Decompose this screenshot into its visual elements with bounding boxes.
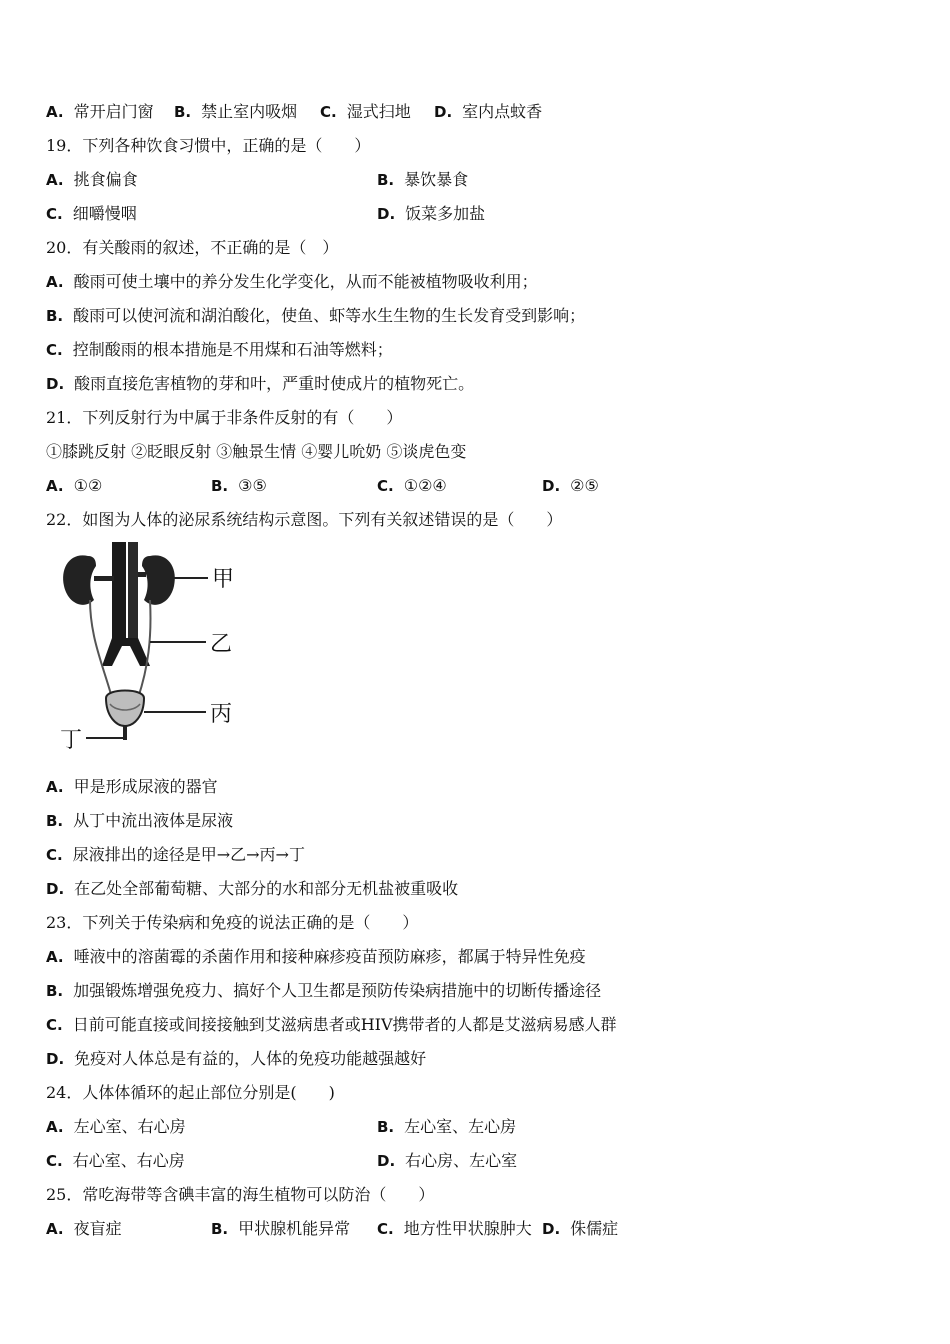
q20-stem: 20．有关酸雨的叙述，不正确的是（ ） <box>46 238 339 257</box>
q20-option-c: C. 控制酸雨的根本措施是不用煤和石油等燃料； <box>46 340 393 359</box>
q22-option-c: C. 尿液排出的途径是甲→乙→丙→丁 <box>46 845 305 864</box>
q25-option-b: B. 甲状腺机能异常 <box>211 1219 351 1238</box>
q19-option-c: C. 细嚼慢咽 <box>46 204 137 223</box>
q24-option-c: C. 右心室、右心房 <box>46 1151 185 1170</box>
q18-option-a: A. 常开启门窗 <box>46 102 154 121</box>
q23-option-a: A. 唾液中的溶菌霉的杀菌作用和接种麻疹疫苗预防麻疹，都属于特异性免疫 <box>46 947 586 966</box>
q23-option-c: C. 日前可能直接或间接接触到艾滋病患者或HIV携带者的人都是艾滋病易感人群 <box>46 1015 617 1034</box>
q24-option-d: D. 右心房、左心室 <box>377 1151 518 1170</box>
q23-stem: 23．下列关于传染病和免疫的说法正确的是（ ） <box>46 913 419 932</box>
q18-option-c: C. 湿式扫地 <box>320 102 411 121</box>
q19-stem: 19．下列各种饮食习惯中，正确的是（ ） <box>46 136 371 155</box>
q21-stem: 21．下列反射行为中属于非条件反射的有（ ） <box>46 408 403 427</box>
q20-option-d: D. 酸雨直接危害植物的芽和叶，严重时使成片的植物死亡。 <box>46 374 475 393</box>
aorta <box>128 542 138 642</box>
q19-option-b: B. 暴饮暴食 <box>377 170 469 189</box>
urinary-system-diagram <box>50 538 250 753</box>
q18-option-b: B. 禁止室内吸烟 <box>174 102 298 121</box>
q21-option-a: A. ①② <box>46 476 103 495</box>
label-jia: 甲 <box>212 567 235 592</box>
q25-option-d: D. 侏儒症 <box>542 1219 619 1238</box>
q21-option-b: B. ③⑤ <box>211 476 267 495</box>
q24-stem: 24．人体体循环的起止部位分别是( ) <box>46 1083 335 1102</box>
q22-option-a: A. 甲是形成尿液的器官 <box>46 777 218 796</box>
right-kidney <box>142 555 175 604</box>
bladder <box>106 691 144 727</box>
left-kidney <box>63 555 96 604</box>
q24-option-a: A. 左心室、右心房 <box>46 1117 186 1136</box>
q19-option-d: D. 饭菜多加盐 <box>377 204 486 223</box>
q18-option-d: D. 室内点蚊香 <box>434 102 543 121</box>
q22-stem: 22．如图为人体的泌尿系统结构示意图。下列有关叙述错误的是（ ） <box>46 510 563 529</box>
q25-stem: 25．常吃海带等含碘丰富的海生植物可以防治（ ） <box>46 1185 435 1204</box>
q22-option-d: D. 在乙处全部葡萄糖、大部分的水和部分无机盐被重吸收 <box>46 879 459 898</box>
q22-option-b: B. 从丁中流出液体是尿液 <box>46 811 234 830</box>
q25-option-a: A. 夜盲症 <box>46 1219 122 1238</box>
vena-cava <box>112 542 126 642</box>
q21-option-d: D. ②⑤ <box>542 476 599 495</box>
urinary-system-figure <box>50 538 250 753</box>
q23-option-d: D. 免疫对人体总是有益的，人体的免疫功能越强越好 <box>46 1049 427 1068</box>
q20-option-b: B. 酸雨可以使河流和湖泊酸化，使鱼、虾等水生生物的生长发育受到影响； <box>46 306 586 325</box>
q21-option-c: C. ①②④ <box>377 476 447 495</box>
label-yi: 乙 <box>210 632 233 657</box>
q24-option-b: B. 左心室、左心房 <box>377 1117 517 1136</box>
q19-option-a: A. 挑食偏食 <box>46 170 138 189</box>
q25-option-c: C. 地方性甲状腺肿大 <box>377 1219 532 1238</box>
q23-option-b: B. 加强锻炼增强免疫力、搞好个人卫生都是预防传染病措施中的切断传播途径 <box>46 981 602 1000</box>
vessel-split <box>102 638 150 666</box>
label-ding: 丁 <box>60 728 83 753</box>
label-bing: 丙 <box>210 702 233 727</box>
q20-option-a: A. 酸雨可使土壤中的养分发生化学变化，从而不能被植物吸收利用； <box>46 272 538 291</box>
q21-items: ①膝跳反射 ②眨眼反射 ③触景生情 ④婴儿吮奶 ⑤谈虎色变 <box>46 442 467 461</box>
